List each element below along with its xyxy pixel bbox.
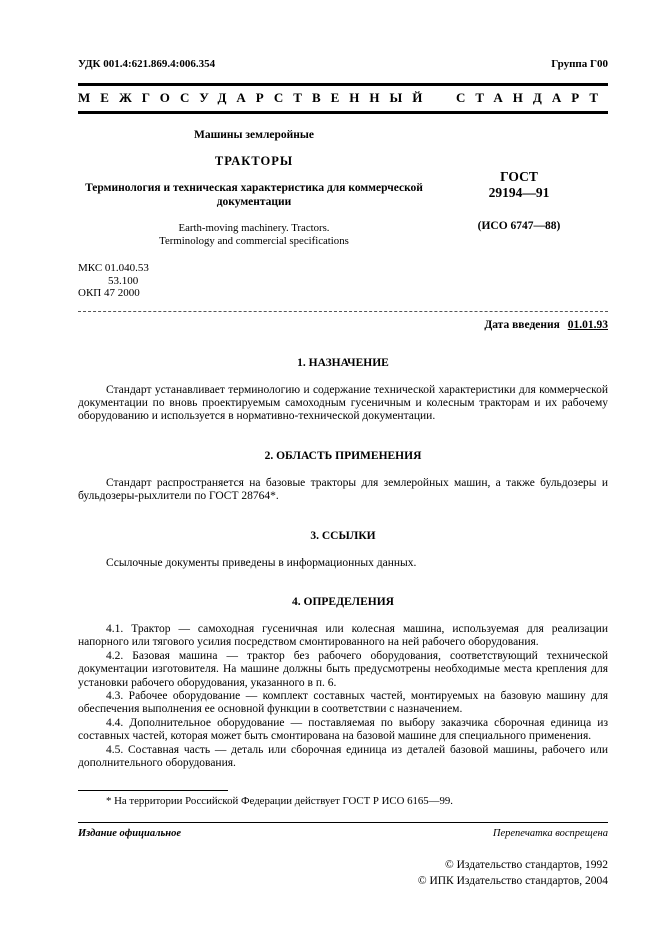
top-codes-row — [78, 58, 608, 70]
paragraph: Стандарт устанавливает терминологию и содержание технической характеристики для коммерческой документации по вновь проектируемым самоходным гусеничным и колесным тракторам и их рабочему оборудованию и используется в нормативно-технической документации. — [78, 383, 608, 423]
title-side-column — [430, 129, 608, 248]
doc-title: ТРАКТОРЫ — [214, 154, 294, 168]
effective-date-row — [78, 319, 608, 331]
gost-label: ГОСТ — [500, 169, 538, 184]
paragraph: Стандарт распространяется на базовые тракторы для землеройных машин, а также бульдозеры и бульдозеры-рыхлители по ГОСТ 28764*. — [78, 476, 608, 503]
classification-codes — [78, 262, 608, 300]
doc-category: Машины землеройные — [193, 129, 314, 141]
paragraph: Ссылочные документы приведены в информационных данных. — [106, 556, 417, 569]
mks-code-line1: МКС 01.040.53 — [78, 262, 149, 274]
group-code: Группа Г00 — [551, 58, 608, 70]
header-divider — [78, 311, 608, 312]
effective-date-label: Дата введения — [484, 318, 560, 331]
effective-date-value: 01.01.93 — [567, 318, 608, 331]
section-heading-2: 2. ОБЛАСТЬ ПРИМЕНЕНИЯ — [264, 449, 422, 462]
udk-code: УДК 001.4:621.869.4:006.354 — [78, 58, 216, 70]
footer-rule — [78, 822, 608, 823]
doc-title-english-line1: Earth-moving machinery. Tractors. — [178, 222, 330, 234]
title-main-column — [78, 129, 430, 248]
copyright-line-1: © Издательство стандартов, 1992 — [444, 859, 608, 872]
copyright-line-2: © ИПК Издательство стандартов, 2004 — [417, 875, 608, 888]
footnote-rule — [78, 790, 228, 791]
footnote-text: * На территории Российской Федерации действует ГОСТ Р ИСО 6165—99. — [106, 795, 453, 808]
doc-title-english — [78, 222, 430, 248]
okp-code: ОКП 47 2000 — [78, 287, 140, 299]
reprint-note: Перепечатка воспрещена — [492, 828, 608, 840]
copyright-block — [78, 857, 608, 889]
title-block — [78, 129, 608, 248]
paragraph-definition-4-1: 4.1. Трактор — самоходная гусеничная или колесная машина, используемая для реализации напорного или тягового усилия посредством смонтированного на ней рабочего оборудования. — [78, 622, 608, 649]
doc-subtitle: Терминология и техническая характеристика для коммерческой документации — [85, 182, 423, 208]
footnote-block — [78, 790, 608, 808]
section-purpose — [78, 357, 608, 424]
standard-type-banner — [78, 83, 608, 114]
section-definitions — [78, 596, 608, 770]
section-scope — [78, 450, 608, 504]
edition-note: Издание официальное — [78, 828, 182, 840]
paragraph-definition-4-2: 4.2. Базовая машина — трактор без рабочего оборудования, соответствующий технической документации изготовителя. На машине должны быть предусмотрены необходимые места крепления для установки рабочего оборудования, указанного в п. 6. — [78, 649, 608, 689]
section-heading-1: 1. НАЗНАЧЕНИЕ — [297, 356, 389, 369]
iso-reference: (ИСО 6747—88) — [477, 220, 561, 232]
footer-row — [78, 828, 608, 839]
section-heading-3: 3. ССЫЛКИ — [310, 529, 376, 542]
gost-number: 29194—91 — [488, 185, 550, 200]
section-references — [78, 530, 608, 570]
section-heading-4: 4. ОПРЕДЕЛЕНИЯ — [292, 595, 394, 608]
mks-code-line2: 53.100 — [108, 274, 139, 287]
paragraph-definition-4-4: 4.4. Дополнительное оборудование — поставляемая по выбору заказчика сборочная единица из составных частей, которая может быть смонтирована на базовой машине для специального применения. — [78, 716, 608, 743]
standard-type-text: МЕЖГОСУДАРСТВЕННЫЙ СТАНДАРТ — [78, 90, 608, 105]
paragraph-definition-4-5: 4.5. Составная часть — деталь или сборочная единица из деталей базовой машины, рабочего или дополнительного оборудования. — [78, 743, 608, 769]
doc-title-english-line2: Terminology and commercial specifications — [159, 235, 349, 247]
paragraph-definition-4-3: 4.3. Рабочее оборудование — комплект составных частей, монтируемых на базовую машину для обеспечения выполнения ее основной функции в соответствии с назначением. — [78, 689, 608, 716]
